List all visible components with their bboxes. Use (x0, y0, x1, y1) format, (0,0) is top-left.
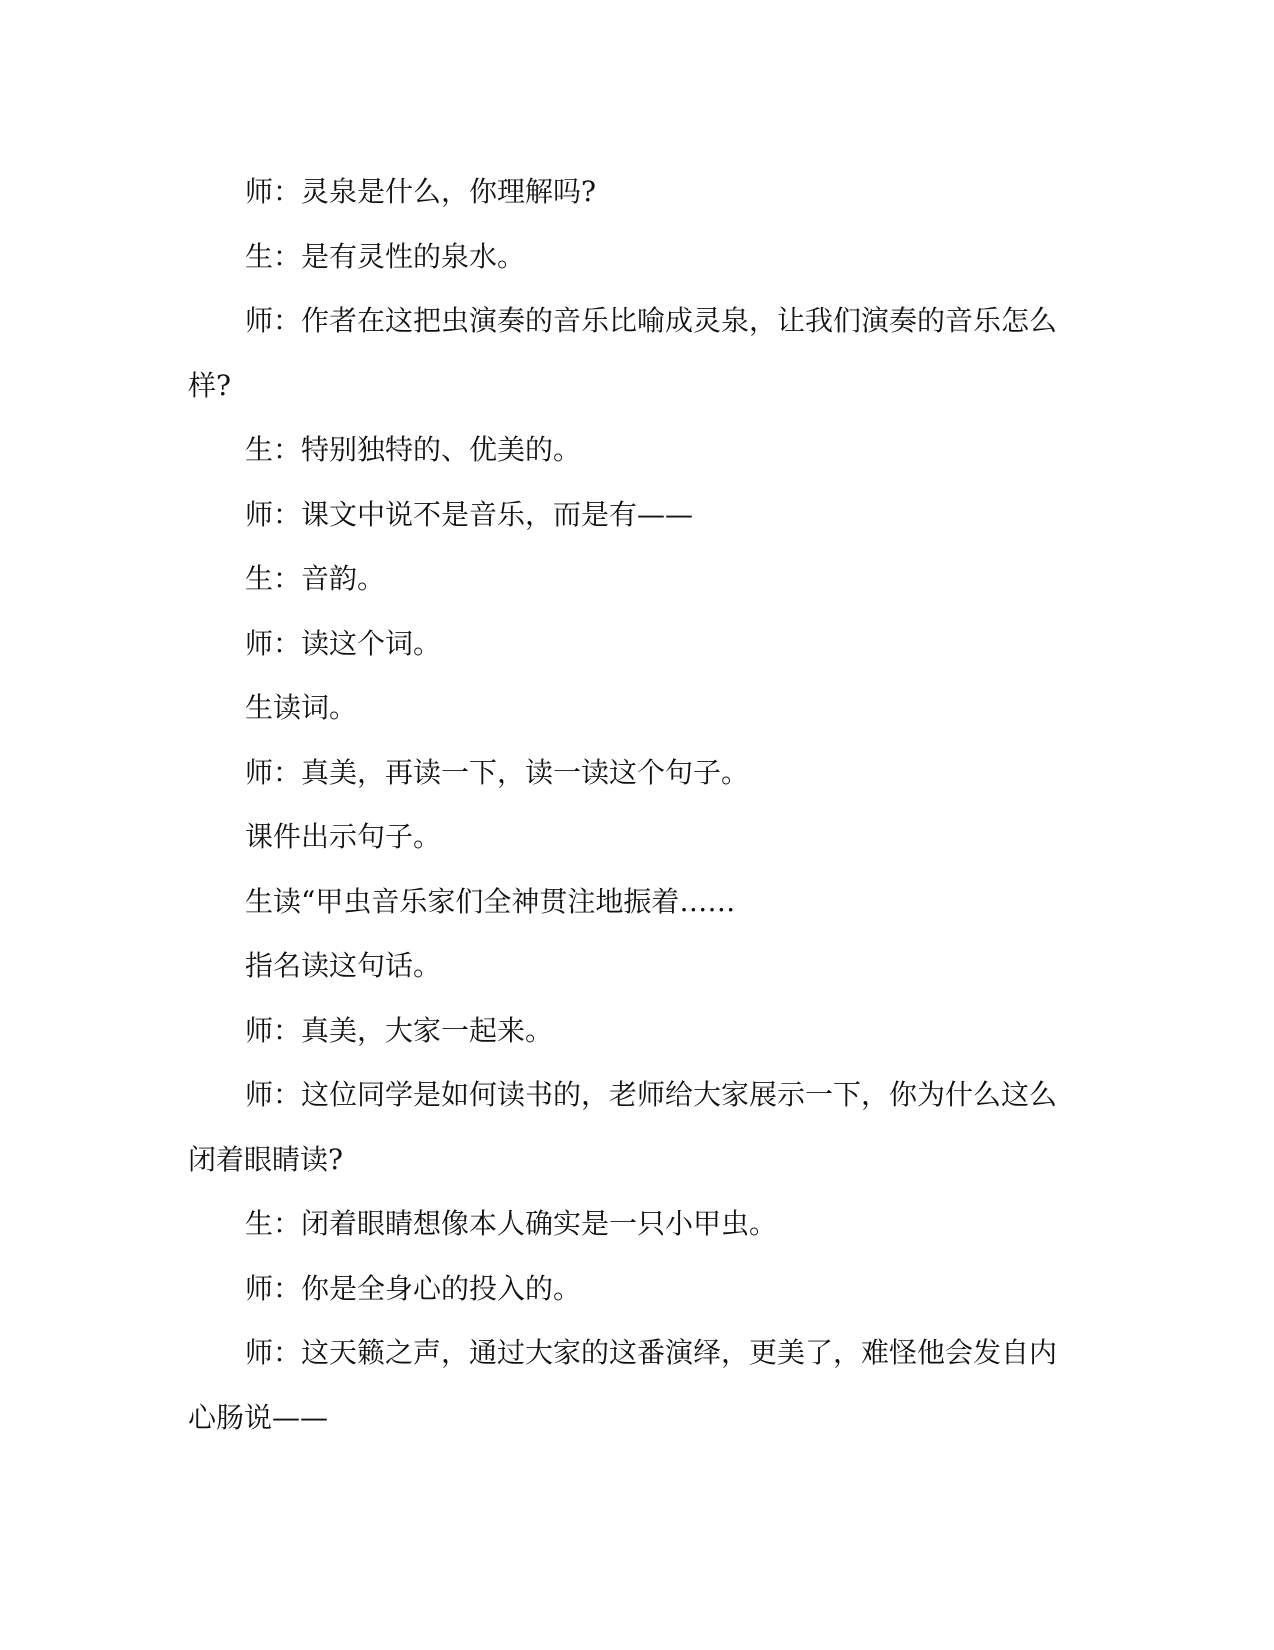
paragraph: 师：这位同学是如何读书的，老师给大家展示一下，你为什么这么闭着眼睛读? (188, 1078, 1058, 1176)
paragraph: 课件出示句子。 (245, 820, 442, 853)
paragraph: 师：这天籁之声，通过大家的这番演绎，更美了，难怪他会发自内心肠说—— (188, 1336, 1058, 1434)
paragraph: 生：特别独特的、优美的。 (245, 433, 582, 466)
paragraph: 生：闭着眼睛想像本人确实是一只小甲虫。 (245, 1207, 778, 1240)
document-body (188, 160, 1068, 1450)
paragraph: 生读“甲虫音乐家们全神贯注地振着…… (245, 884, 736, 918)
paragraph: 生读词。 (245, 691, 358, 724)
paragraph: 师：读这个词。 (245, 626, 442, 660)
paragraph: 师：灵泉是什么，你理解吗? (245, 175, 597, 208)
paragraph: 指名读这句话。 (245, 949, 442, 982)
paragraph: 师：真美，大家一起来。 (245, 1013, 554, 1047)
paragraph: 生：是有灵性的泉水。 (245, 239, 526, 273)
paragraph: 生：音韵。 (245, 562, 386, 595)
paragraph: 师：你是全身心的投入的。 (245, 1271, 582, 1305)
paragraph: 师：课文中说不是音乐，而是有—— (245, 497, 694, 531)
paragraph: 师：真美，再读一下，读一读这个句子。 (245, 755, 750, 789)
paragraph: 师：作者在这把虫演奏的音乐比喻成灵泉，让我们演奏的音乐怎么样? (188, 304, 1058, 402)
